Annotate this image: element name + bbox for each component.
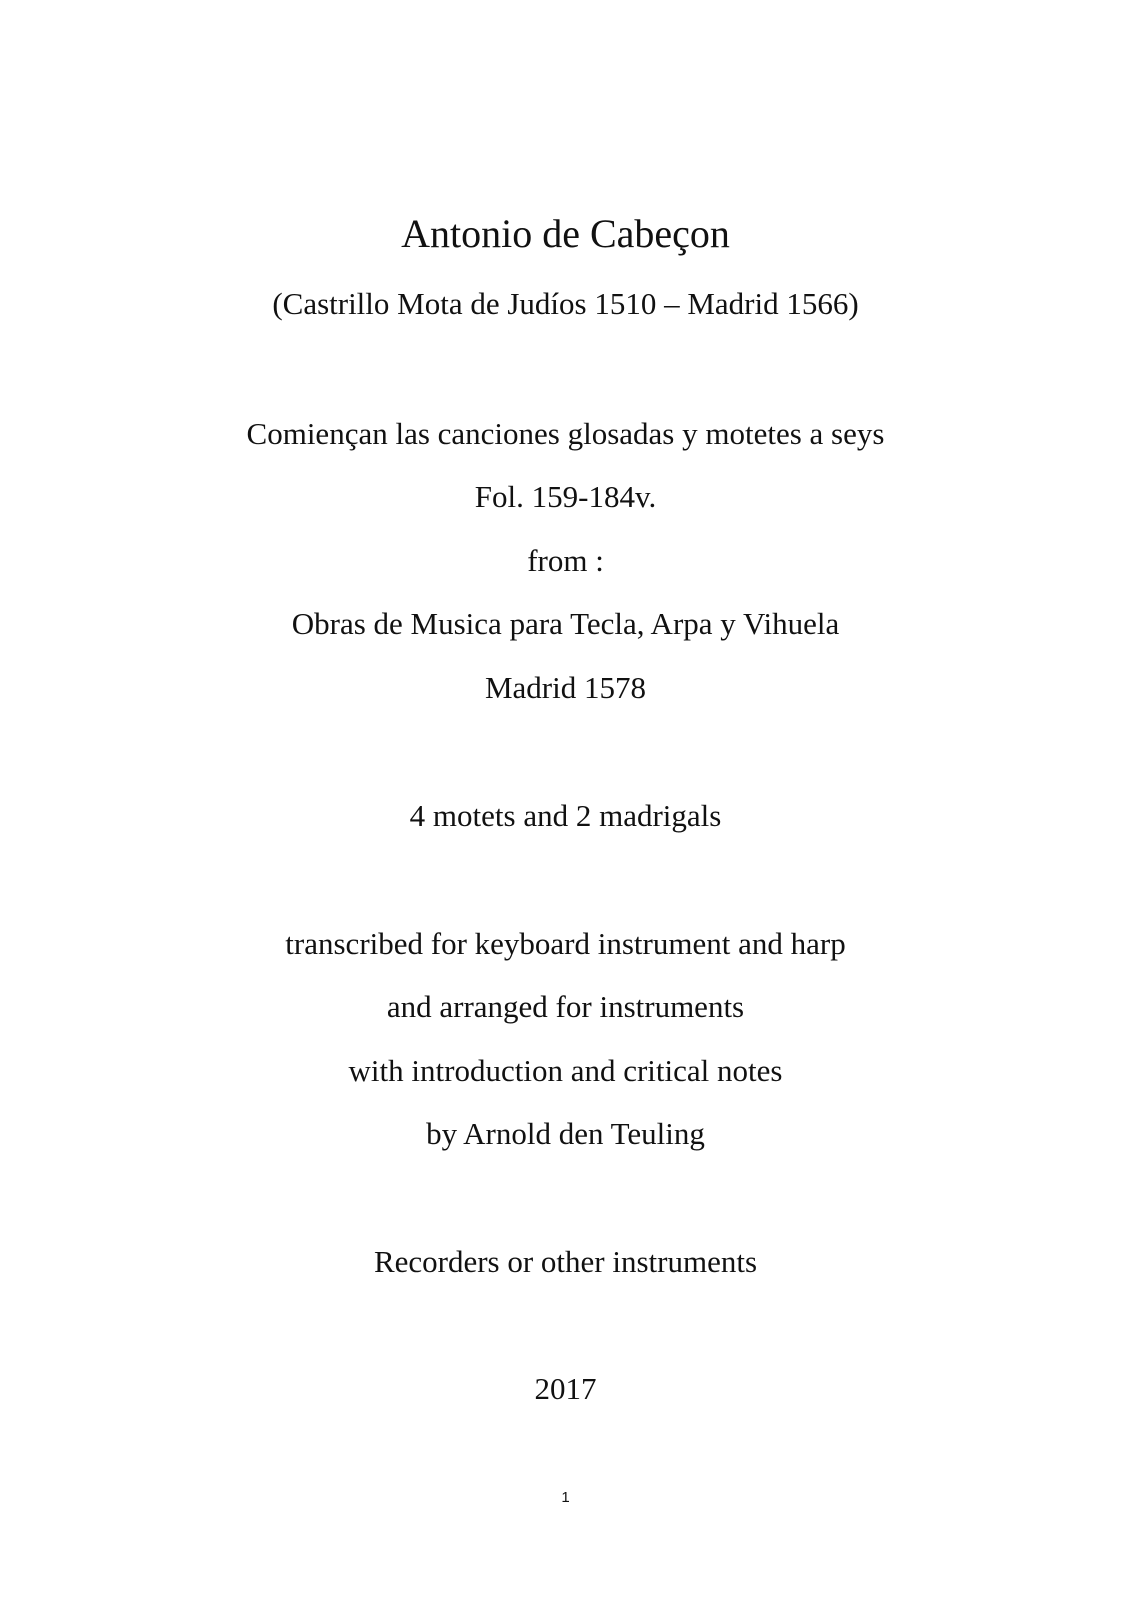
from-label: from : <box>527 543 604 578</box>
transcription-line: with introduction and critical notes <box>348 1053 783 1088</box>
source-title: Obras de Musica para Tecla, Arpa y Vihuela <box>291 606 840 641</box>
editor-credit: by Arnold den Teuling <box>426 1116 705 1151</box>
folio-reference: Fol. 159-184v. <box>474 479 657 514</box>
source-place-year: Madrid 1578 <box>484 670 646 705</box>
instrumentation: Recorders or other instruments <box>373 1244 758 1279</box>
publication-year: 2017 <box>534 1371 597 1406</box>
transcription-line: and arranged for instruments <box>386 989 745 1024</box>
transcription-line: transcribed for keyboard instrument and harp <box>285 926 846 961</box>
page-number: 1 <box>561 1489 570 1506</box>
composer-name: Antonio de Cabeçon <box>401 211 730 256</box>
collection-title: Comiençan las canciones glosadas y motetes a seys <box>246 416 885 451</box>
contents-summary: 4 motets and 2 madrigals <box>409 798 722 833</box>
composer-lifespan: (Castrillo Mota de Judíos 1510 – Madrid 1566) <box>272 286 859 321</box>
